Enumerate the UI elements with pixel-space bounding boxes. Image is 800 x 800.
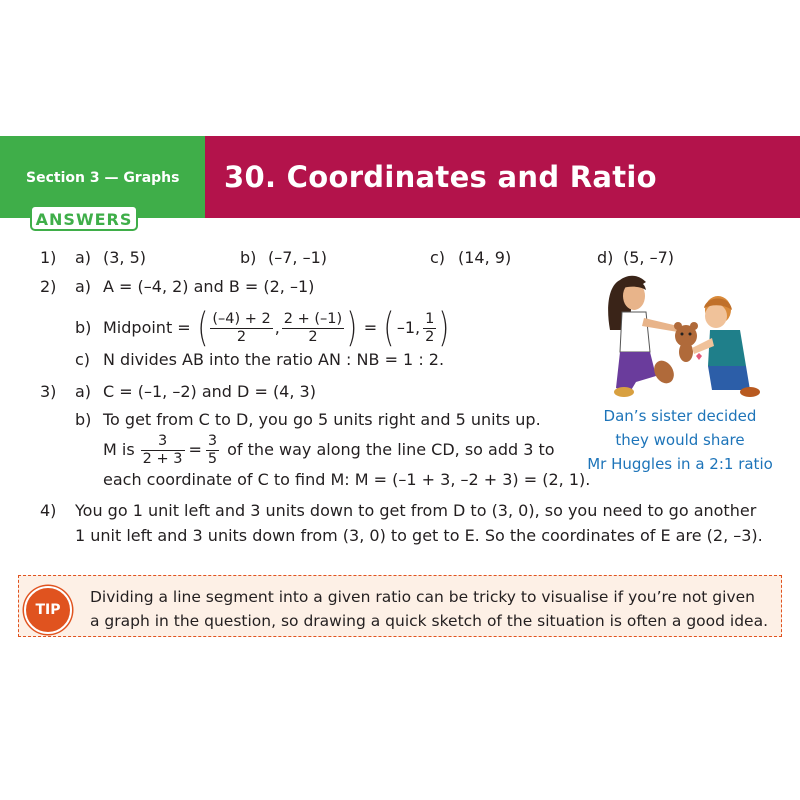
section-label: Section 3 — Graphs [26, 170, 180, 186]
teddy-sharing-illustration [600, 268, 770, 400]
q1-number: 1) [40, 248, 57, 267]
q2-number: 2) [40, 277, 57, 296]
q3b-line-3: each coordinate of C to find M: M = (–1 + 3, –2 + 3) = (2, 1). [103, 470, 591, 489]
q2b-label: b) [75, 318, 92, 337]
q1c-label: c) [430, 248, 446, 267]
q3b-line-1: To get from C to D, you go 5 units right and 5 units up. [103, 410, 541, 429]
page-title: 30. Coordinates and Ratio [224, 160, 657, 194]
m-fraction-1: $\frac{3}{2 + 3}$ [142, 432, 183, 467]
q3a-label: a) [75, 382, 92, 401]
q1d-label: d) [597, 248, 614, 267]
tip-line-2: a graph in the question, so drawing a quick sketch of the situation is often a good idea. [90, 612, 769, 630]
m-prefix: M is [103, 440, 135, 459]
midpoint-result-x: –1, [396, 318, 421, 337]
m-suffix: of the way along the line CD, so add 3 to [227, 440, 555, 459]
q2a-label: a) [75, 277, 92, 296]
q3b-fraction-line: M is $\frac{3}{2 + 3}$ = $\frac{3}{5}$ of the way along the line CD, so add 3 to [103, 432, 555, 467]
midpoint-x-fraction: $\frac{(-4) + 2}{2}$ [212, 310, 271, 345]
q3-number: 3) [40, 382, 57, 401]
q2c-label: c) [75, 350, 91, 369]
q2c-answer: N divides AB into the ratio AN : NB = 1 : 2. [103, 350, 445, 369]
q1b-answer: (–7, –1) [268, 248, 328, 267]
q1a-answer: (3, 5) [103, 248, 147, 267]
tip-line-1: Dividing a line segment into a given ratio can be tricky to visualise if you’re not given [90, 588, 755, 606]
q4-line-2: 1 unit left and 3 units down from (3, 0) to get to E. So the coordinates of E are (2, –3). [75, 526, 763, 545]
q1c-answer: (14, 9) [458, 248, 512, 267]
midpoint-equation: Midpoint = ( $\frac{(-4) + 2}{2}$ , $\frac{2 + (-1)}{2}$ ) = ( –1, $\frac{1}{2}$ ) [103, 305, 450, 351]
illustration-caption: Dan’s sister decided they would share Mr Huggles in a 2:1 ratio [587, 407, 773, 473]
q3a-answer: C = (–1, –2) and D = (4, 3) [103, 382, 316, 401]
q4-number: 4) [40, 501, 57, 520]
q3b-label: b) [75, 410, 92, 429]
q2a-answer: A = (–4, 2) and B = (2, –1) [103, 277, 315, 296]
q1a-label: a) [75, 248, 92, 267]
answers-badge: ANSWERS [30, 205, 138, 231]
q1b-label: b) [240, 248, 257, 267]
q4-line-1: You go 1 unit left and 3 units down to get from D to (3, 0), so you need to go another [75, 501, 757, 520]
m-fraction-2: $\frac{3}{5}$ [207, 432, 218, 467]
midpoint-y-fraction: $\frac{2 + (-1)}{2}$ [283, 310, 343, 345]
tip-badge: TIP [24, 586, 72, 634]
midpoint-result-y-fraction: $\frac{1}{2}$ [425, 310, 435, 345]
q1d-answer: (5, –7) [623, 248, 675, 267]
midpoint-prefix: Midpoint = [103, 318, 191, 337]
